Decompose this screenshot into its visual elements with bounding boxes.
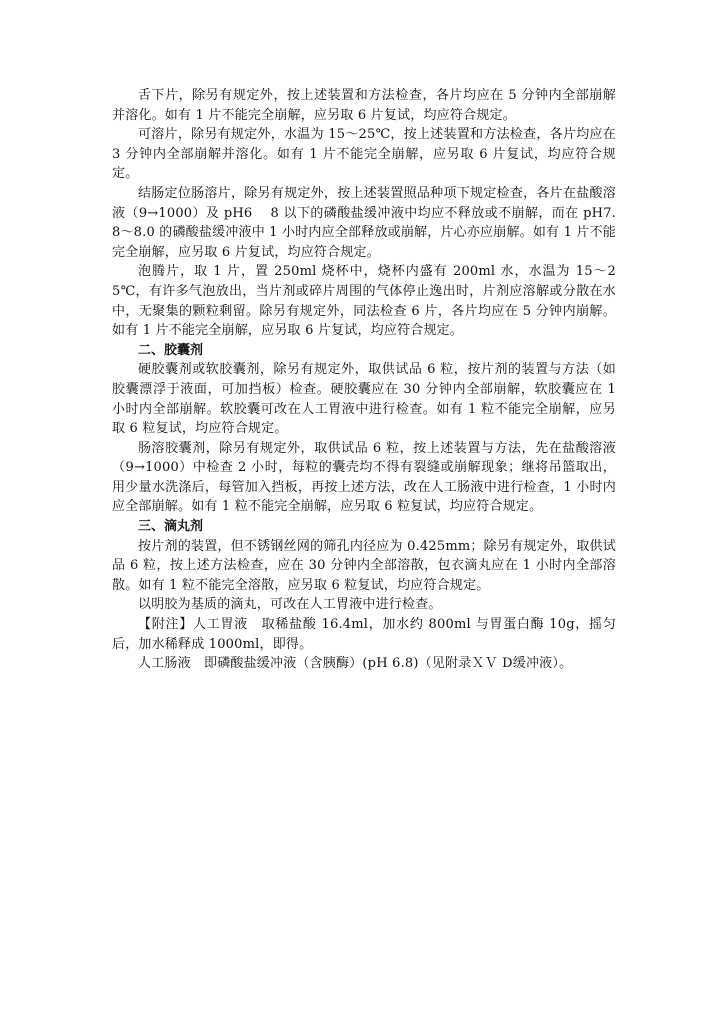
paragraph-note-gastric-fluid: 【附注】人工胃液 取稀盐酸 16.4ml，加水约 800ml 与胃蛋白酶 10g，摇匀后，加水稀释成 1000ml，即得。: [112, 617, 616, 652]
section-heading-dripping-pills: 三、滴丸剂: [138, 519, 204, 535]
paragraph-dripping-pills-method: 按片剂的装置，但不锈钢丝网的筛孔内径应为 0.425mm；除另有规定外，取供试品 6 粒，按上述方法检查，应在 30 分钟内全部溶散，包衣滴丸应在 1 小时内全部溶散。如有 1 粒不能完全溶散，应另取 6 粒复试，均应符合规定。: [112, 538, 616, 593]
section-heading-capsules: 二、胶囊剂: [138, 342, 204, 358]
paragraph-gelatin-pills: 以明胶为基质的滴丸，可改在人工胃液中进行检查。: [138, 597, 442, 613]
paragraph-enteric-capsules: 肠溶胶囊剂，除另有规定外，取供试品 6 粒，按上述装置与方法，先在盐酸溶液（9→1000）中检查 2 小时，每粒的囊壳均不得有裂缝或崩解现象；继将吊篮取出，用少量水洗涤后，每管加入挡板，再按上述方法，改在人工肠液中进行检查，1 小时内应全部崩解。如有 1 粒不能完全崩解，应另取 6 粒复试，均应符合规定。: [112, 440, 616, 515]
paragraph-effervescent-tablets: 泡腾片，取 1 片，置 250ml 烧杯中，烧杯内盛有 200ml 水，水温为 15～25℃，有许多气泡放出，当片剂或碎片周围的气体停止逸出时，片剂应溶解或分散在水中，无聚集的颗粒剩留。除另有规定外，同法检查 6 片，各片均应在 5 分钟内崩解。如有 1 片不能完全崩解，应另取 6 片复试，均应符合规定。: [112, 264, 616, 339]
paragraph-hard-soft-capsules: 硬胶囊剂或软胶囊剂，除另有规定外，取供试品 6 粒，按片剂的装置与方法（如胶囊漂浮于液面，可加挡板）检查。硬胶囊应在 30 分钟内全部崩解，软胶囊应在 1 小时内全部崩解。软胶囊可改在人工胃液中进行检查。如有 1 粒不能完全崩解，应另取 6 粒复试，均应符合规定。: [112, 362, 616, 437]
paragraph-sublingual-tablets: 舌下片，除另有规定外，按上述装置和方法检查，各片均应在 5 分钟内全部崩解并溶化。如有 1 片不能完全崩解，应另取 6 片复试，均应符合规定。: [112, 88, 616, 123]
paragraph-soluble-tablets: 可溶片，除另有规定外，水温为 15～25℃，按上述装置和方法检查，各片均应在 3 分钟内全部崩解并溶化。如有 1 片不能完全崩解，应另取 6 片复试，均应符合规定。: [112, 127, 616, 182]
document-page: [112, 86, 616, 674]
paragraph-colon-enteric-tablets: 结肠定位肠溶片，除另有规定外，按上述装置照品种项下规定检查，各片在盐酸溶液（9→1000）及 pH6 8 以下的磷酸盐缓冲液中均应不释放或不崩解，而在 pH7.8～8.0 的磷酸盐缓冲液中 1 小时内应全部释放或崩解，片心亦应崩解。如有 1 片不能完全崩解，应另取 6 片复试，均应符合规定。: [112, 185, 616, 260]
paragraph-intestinal-fluid: 人工肠液 即磷酸盐缓冲液（含胰酶）(pH 6.8)（见附录ＸＶ D缓冲液）。: [138, 656, 573, 672]
